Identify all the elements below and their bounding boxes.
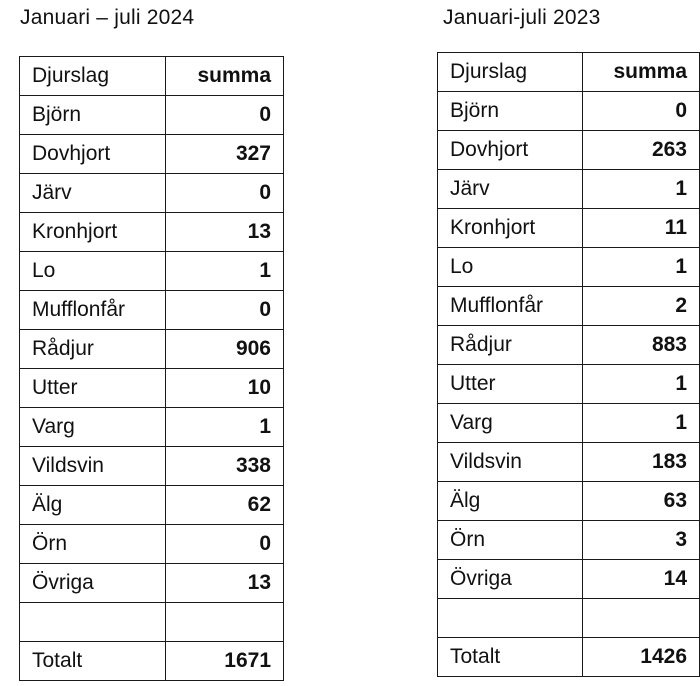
table-row [20,174,284,213]
total-row [20,642,284,681]
species-cell: Dovhjort [20,135,166,174]
empty-cell [438,599,583,638]
species-cell: Örn [20,525,166,564]
sum-cell: 183 [583,443,700,482]
table-row [20,525,284,564]
table-row [438,170,700,209]
table-row [20,291,284,330]
sum-cell: 1 [583,365,700,404]
total-label: Totalt [438,638,583,677]
total-sum: 1671 [166,642,284,681]
total-sum: 1426 [583,638,700,677]
sum-cell: 0 [166,96,284,135]
sum-cell: 327 [166,135,284,174]
table-row [20,135,284,174]
sum-cell: 883 [583,326,700,365]
sum-cell: 1 [166,408,284,447]
title-2023: Januari-juli 2023 [443,6,601,29]
table-row [20,408,284,447]
species-cell: Rådjur [20,330,166,369]
species-cell: Utter [438,365,583,404]
header-sum: summa [166,57,284,96]
table-row [20,564,284,603]
table-row [438,326,700,365]
species-cell: Vildsvin [438,443,583,482]
table-row [438,92,700,131]
table-row [438,443,700,482]
species-cell: Kronhjort [20,213,166,252]
header-species: Djurslag [438,53,583,92]
table-row [20,330,284,369]
total-row [438,638,700,677]
table-row [20,252,284,291]
species-cell: Övriga [20,564,166,603]
table-row [438,365,700,404]
species-cell: Lo [438,248,583,287]
sum-cell: 0 [166,174,284,213]
sum-cell: 0 [166,291,284,330]
header-species: Djurslag [20,57,166,96]
species-cell: Vildsvin [20,447,166,486]
species-cell: Älg [20,486,166,525]
species-cell: Järv [438,170,583,209]
table-row [438,521,700,560]
species-cell: Varg [20,408,166,447]
species-cell: Rådjur [438,326,583,365]
sum-cell: 1 [583,170,700,209]
sum-cell: 3 [583,521,700,560]
title-2024: Januari – juli 2024 [20,6,195,29]
sum-cell: 906 [166,330,284,369]
sum-cell: 0 [166,525,284,564]
species-cell: Älg [438,482,583,521]
sum-cell: 14 [583,560,700,599]
table-row [438,209,700,248]
header-row [438,53,700,92]
empty-cell [583,599,700,638]
sum-cell: 2 [583,287,700,326]
species-cell: Dovhjort [438,131,583,170]
table-2024 [19,56,284,681]
table-2023 [437,52,700,677]
sum-cell: 1 [583,248,700,287]
table-row [438,131,700,170]
sum-cell: 0 [583,92,700,131]
table-row [438,287,700,326]
table-row [20,96,284,135]
empty-cell [20,603,166,642]
table-row [438,560,700,599]
table-row [20,447,284,486]
sum-cell: 338 [166,447,284,486]
header-row [20,57,284,96]
species-cell: Björn [20,96,166,135]
species-cell: Järv [20,174,166,213]
table-row [438,248,700,287]
sum-cell: 10 [166,369,284,408]
sum-cell: 62 [166,486,284,525]
species-cell: Mufflonfår [20,291,166,330]
empty-cell [166,603,284,642]
table-row [438,482,700,521]
table-row [20,213,284,252]
species-cell: Utter [20,369,166,408]
species-cell: Kronhjort [438,209,583,248]
sum-cell: 1 [583,404,700,443]
header-sum: summa [583,53,700,92]
species-cell: Lo [20,252,166,291]
total-label: Totalt [20,642,166,681]
species-cell: Övriga [438,560,583,599]
empty-row [20,603,284,642]
sum-cell: 263 [583,131,700,170]
table-row [20,369,284,408]
sum-cell: 63 [583,482,700,521]
sum-cell: 1 [166,252,284,291]
sum-cell: 13 [166,564,284,603]
table-row [438,404,700,443]
species-cell: Mufflonfår [438,287,583,326]
sum-cell: 13 [166,213,284,252]
species-cell: Björn [438,92,583,131]
table-row [20,486,284,525]
empty-row [438,599,700,638]
species-cell: Örn [438,521,583,560]
sum-cell: 11 [583,209,700,248]
species-cell: Varg [438,404,583,443]
